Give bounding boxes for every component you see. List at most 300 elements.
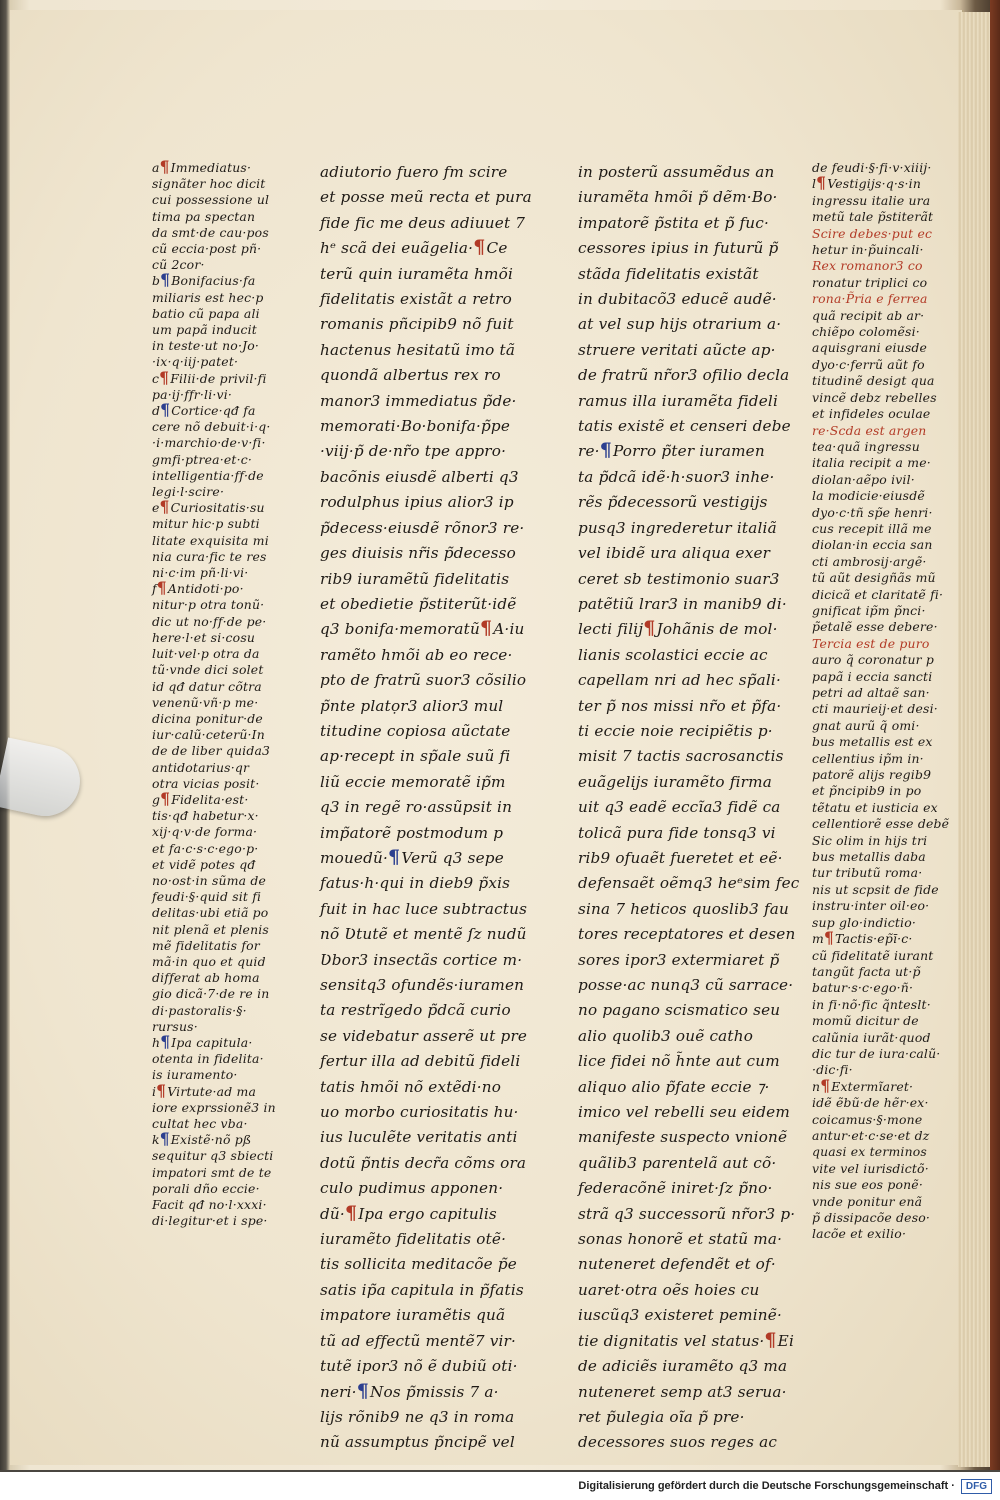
line-text: tatis hmõi nõ extẽdi·no [320, 1077, 502, 1096]
line-text: uit q3 eadẽ eccĩa3 fidẽ ca [578, 798, 781, 817]
text-line [578, 719, 778, 744]
line-text: ap·recept in sp̃ale suũ fi [320, 747, 511, 766]
line-text: et posse meũ recta et pura [320, 188, 532, 207]
line-text: mã·in quo et quid [152, 953, 266, 969]
line-text: gnificat ip̃m p̃nci· [812, 602, 926, 618]
line-text: cũ eccia·post pñ· [152, 241, 262, 257]
dfg-logo: DFG [961, 1479, 992, 1494]
line-text: Curiositatis·su [170, 500, 265, 516]
text-line [578, 541, 778, 566]
line-text: dũ· [320, 1204, 345, 1223]
line-text: nia cura·fic te res [152, 548, 267, 564]
text-line [578, 1125, 788, 1150]
text-line [320, 1100, 520, 1125]
line-text: adiutorio fuero fm scire [320, 163, 508, 181]
text-line [812, 685, 942, 701]
text-line [152, 533, 290, 549]
text-line [578, 1328, 795, 1354]
line-text: et vidẽ potes qđ [152, 856, 256, 872]
text-line [152, 1003, 290, 1019]
text-line [320, 1278, 524, 1303]
line-text: tima pa spectan [152, 208, 256, 224]
line-text: Sic olim in hijs tri [812, 832, 928, 848]
line-text: tẽtatu et iusticia ex [812, 799, 938, 815]
line-text: tũ·vnde dici solet [152, 662, 264, 678]
line-text: quãlib3 parentelã aut cõ· [578, 1153, 777, 1172]
text-line [578, 236, 778, 261]
text-line [578, 465, 778, 490]
line-text: batur·s·c·ego·ñ· [812, 980, 914, 996]
text-line [152, 1129, 290, 1149]
text-line [578, 1380, 787, 1405]
text-line [812, 783, 942, 799]
line-text: tangũt facta ut·p̃ [812, 963, 921, 979]
text-line [320, 948, 523, 973]
text-line [578, 338, 778, 363]
line-text: et p̃ncipib9 in po [812, 783, 922, 799]
line-text: feudi·§·quid sit fi [152, 889, 262, 905]
text-line [578, 1151, 778, 1176]
gloss-column-left [152, 157, 290, 1229]
line-text: p̃etalẽ esse debere· [812, 619, 938, 635]
text-line [320, 1024, 528, 1049]
line-text: mẽ fidelitatis for [152, 937, 260, 953]
text-line [812, 455, 942, 471]
text-line [152, 1181, 290, 1197]
text-line [152, 1019, 290, 1035]
line-text: cui possessione ul [152, 192, 270, 208]
text-line [812, 373, 942, 389]
line-text: cellentius ip̃m in· [812, 750, 924, 766]
line-text: romanis pñcipib9 nõ fuit [320, 315, 514, 334]
text-line [320, 821, 520, 846]
paragraph-mark-icon: ¶ [160, 400, 171, 420]
text-line [812, 1030, 942, 1046]
gloss-letter: e [152, 500, 160, 516]
text-line [152, 257, 290, 273]
text-line [152, 270, 290, 290]
line-text: vel ibidẽ ura aliqua exer [578, 544, 771, 563]
text-line [152, 306, 290, 322]
line-text: ges diuisis nr̃is p̃decesso [320, 544, 517, 563]
line-text: uaret·otra oẽs hoies cu [578, 1280, 760, 1299]
line-text: culo pudimus apponen· [320, 1179, 504, 1198]
text-line [320, 1227, 520, 1252]
line-text: neri· [320, 1382, 357, 1401]
line-text: cessores ipius in futurũ p̃ [578, 239, 779, 258]
line-text: nitur·p otra tonũ· [152, 597, 265, 613]
text-line [578, 1405, 778, 1430]
text-line [578, 1049, 778, 1074]
text-line [812, 980, 942, 996]
text-line [812, 537, 942, 553]
line-text: xij·q·v·de forma· [152, 824, 258, 840]
line-text: rursus· [152, 1018, 198, 1034]
line-text: lacõe et exilio· [812, 1226, 907, 1242]
text-line [578, 592, 787, 617]
line-text: p̃nte platọr3 alior3 mul [320, 696, 504, 715]
line-text: titudinẽ desigt qua [812, 373, 935, 389]
line-text: manifeste suspecto vnionẽ [578, 1128, 788, 1147]
text-line [812, 948, 942, 964]
text-line [812, 439, 942, 455]
text-line [578, 312, 782, 337]
text-line [812, 324, 942, 340]
line-text: di·pastoralis·§· [152, 1002, 247, 1018]
line-text: tie dignitatis vel status· [578, 1331, 765, 1350]
text-line [578, 185, 778, 210]
text-line [152, 290, 290, 306]
line-text: Extermĩaret· [831, 1078, 914, 1094]
text-line [578, 770, 778, 795]
line-text: gmfi·ptrea·et·c· [152, 451, 252, 467]
text-line [152, 1213, 290, 1229]
page-edges [958, 12, 994, 1467]
text-line [812, 882, 942, 898]
text-line [152, 367, 290, 387]
line-text: tis sollicita meditacõe p̃e [320, 1255, 517, 1274]
text-line [152, 841, 290, 857]
gloss-letter: k [152, 1132, 160, 1148]
text-line [812, 849, 942, 865]
paragraph-mark-icon: ¶ [344, 1201, 358, 1224]
line-text: sup glo·indictio· [812, 914, 917, 930]
line-text: de fratrũ nr̃or3 ofilio decla [578, 366, 790, 385]
text-line [578, 1227, 783, 1252]
rubric-text: Ce [486, 239, 508, 258]
line-text: impatore iuramẽtis quã [320, 1306, 506, 1325]
line-text: iuramẽto fidelitatis otẽ· [320, 1230, 507, 1249]
line-text: vincẽ debz rebelles [812, 389, 937, 405]
text-line [578, 897, 790, 922]
text-line [812, 767, 942, 783]
line-text: signãter hoc dicit [152, 176, 266, 192]
line-text: patorẽ alijs regib9 [812, 767, 932, 783]
text-line [152, 857, 290, 873]
gloss-letter: n [812, 1078, 821, 1094]
line-text: sequitur q3 sbiecti [152, 1148, 274, 1164]
line-text: nit plenã et plenis [152, 921, 269, 937]
line-text: et fa·c·s·c·ego·p· [152, 840, 259, 856]
line-text: Vestigijs·q·s·in [827, 176, 922, 192]
line-text: bus metallis daba [812, 849, 926, 865]
footer-text: Digitalisierung gefördert durch die Deutsche Forschungsgemeinschaft · [578, 1480, 955, 1492]
line-text: lice fidei nõ h̃nte aut cum [578, 1052, 780, 1071]
text-line [812, 472, 942, 488]
text-line [812, 1128, 942, 1144]
line-text: dicicã et claritatẽ fi· [812, 586, 944, 602]
text-line [320, 211, 526, 236]
line-text: re·Scda est argen [812, 422, 927, 438]
text-line [320, 185, 532, 210]
line-text: Existẽ·nõ pß [170, 1132, 252, 1148]
text-line [578, 567, 778, 592]
line-text: fidelitatis existãt a retro [320, 290, 512, 309]
gloss-column-right [812, 160, 950, 1243]
text-line [320, 1380, 520, 1405]
text-line [812, 357, 942, 373]
line-text: Rex romanor3 co [812, 258, 923, 274]
line-text: um papã inducit [152, 322, 257, 338]
text-line [812, 554, 942, 570]
text-line [812, 406, 942, 422]
line-text: tolicã pura fide tonsq3 vi [578, 823, 776, 842]
line-text: differat ab homa [152, 970, 260, 986]
text-line [578, 871, 800, 896]
line-text: litate exquisita mi [152, 532, 269, 548]
text-line [320, 1075, 520, 1100]
line-text: dyo·c·ferrũ aũt fo [812, 356, 925, 372]
line-text: de feudi·§·fi·v·xiiij· [812, 160, 932, 175]
text-line [578, 694, 782, 719]
text-line [320, 1303, 520, 1328]
line-text: is iuramento· [152, 1067, 238, 1083]
paragraph-mark-icon: ¶ [160, 1031, 171, 1051]
main-text-column-left [320, 160, 532, 1456]
text-line [320, 516, 525, 541]
gloss-letter: h [152, 1034, 161, 1050]
line-text: ius luculẽte veritatis anti [320, 1128, 518, 1147]
text-line [320, 1252, 520, 1277]
text-line [320, 389, 520, 414]
line-text: antur·et·c·se·et dz [812, 1127, 930, 1143]
line-text: porali dño eccie· [152, 1180, 260, 1196]
text-line [320, 465, 520, 490]
line-text: Virtute·ad ma [167, 1083, 257, 1099]
line-text: otra vicias posit· [152, 775, 260, 791]
line-text: cultat hec vba· [152, 1115, 248, 1131]
text-line [320, 795, 520, 820]
text-line [320, 262, 520, 287]
text-line [320, 592, 520, 617]
gloss-letter: a [152, 160, 160, 175]
text-line [578, 973, 794, 998]
text-line [320, 668, 527, 693]
text-line [152, 565, 290, 581]
text-line [152, 760, 290, 776]
text-line [152, 387, 290, 403]
footer-bar [0, 1472, 1000, 1500]
line-text: stãda fidelitatis existãt [578, 264, 759, 283]
line-text: gio dicã·7·de re in [152, 986, 270, 1002]
line-text: de de liber quida3 [152, 743, 271, 759]
text-line [812, 718, 942, 734]
text-line [812, 928, 942, 948]
text-line [152, 435, 290, 451]
line-text: cellentiorẽ esse debẽ [812, 816, 950, 832]
paragraph-mark-icon: ¶ [156, 1080, 167, 1100]
text-line [152, 1080, 290, 1100]
text-line [578, 1176, 778, 1201]
text-line [578, 1202, 796, 1227]
text-line [578, 744, 784, 769]
line-text: dicina ponitur·de [152, 710, 263, 726]
line-text: ingressu italie ura [812, 192, 931, 208]
text-line [578, 1278, 778, 1303]
text-line [812, 1177, 942, 1193]
line-text: tores receptatores et desen [578, 925, 796, 944]
line-text: memorati·Bo·bonifa·p̃pe [320, 417, 511, 436]
line-text: lijs rõnib9 ne q3 in roma [320, 1407, 515, 1426]
paragraph-mark-icon: ¶ [643, 617, 656, 640]
text-line [578, 846, 783, 871]
text-line [320, 897, 528, 922]
text-line [152, 419, 290, 435]
line-text: diolan·aẽpo ivil· [812, 471, 915, 487]
line-text: petri ad altaẽ san· [812, 685, 930, 700]
line-text: rẽs p̃decessorũ vestigijs [578, 493, 768, 512]
text-line [320, 617, 525, 642]
line-text: Ipa capitula· [171, 1034, 253, 1050]
line-text: alio quolib3 ouẽ catho [578, 1026, 754, 1045]
text-line [812, 1046, 942, 1062]
text-line [152, 225, 290, 241]
text-line [152, 157, 290, 176]
text-line [812, 603, 942, 619]
text-line [152, 209, 290, 225]
line-text: papã i eccia sancti [812, 668, 933, 684]
text-line [152, 922, 290, 938]
text-line [578, 1252, 778, 1277]
text-line [152, 1116, 290, 1132]
text-line [320, 1049, 520, 1074]
line-text: rodulphus ipius alior3 ip [320, 493, 514, 512]
line-text: in teste·ut no·Jo· [152, 338, 260, 354]
text-line [812, 423, 942, 439]
line-text: titudine copiosa aũctate [320, 721, 511, 740]
line-text: rona·P̃ria e ferrea [812, 291, 928, 307]
text-line [152, 1031, 290, 1051]
text-line [812, 701, 942, 717]
line-text: nuteneret defendẽt et of· [578, 1255, 776, 1274]
line-text: Scire debes·put ec [812, 225, 933, 241]
text-line [152, 614, 290, 630]
line-text: ta restrĩgedo p̃dcã curio [320, 1001, 511, 1020]
paragraph-mark-icon: ¶ [159, 367, 170, 387]
text-line [152, 338, 290, 354]
text-line [812, 173, 942, 193]
text-line [152, 176, 290, 192]
text-line [320, 338, 520, 363]
line-text: Facit qđ no·l·xxxi· [152, 1197, 267, 1212]
line-text: luit·vel·p otra da [152, 646, 260, 662]
line-text: fatus·h·qui in dieb9 p̃xis [320, 874, 511, 893]
text-line [320, 973, 525, 998]
line-text: cus recepit illã me [812, 520, 932, 536]
line-text: legi·l·scire· [152, 484, 225, 500]
text-line [152, 452, 290, 468]
text-line [812, 275, 942, 291]
text-line [152, 322, 290, 338]
line-text: auro q̃ coronatur p [812, 652, 935, 668]
text-line [320, 1176, 520, 1201]
line-text: dic tur de iura·calũ· [812, 1045, 941, 1061]
line-text: ramẽto hmõi ab eo rece· [320, 645, 513, 664]
text-line [320, 490, 520, 515]
line-text: ta p̃dcã idẽ·h·suor3 inhe· [578, 467, 775, 486]
text-line [320, 1202, 520, 1227]
text-line [812, 308, 942, 324]
line-text: tis·qđ habetur·x· [152, 808, 259, 824]
text-line [812, 1144, 942, 1160]
line-text: otenta in fidelita· [152, 1051, 264, 1067]
text-line [578, 262, 778, 287]
line-text: fuit in hac luce subtractus [320, 899, 528, 918]
paragraph-mark-icon: ¶ [388, 845, 401, 868]
line-text: p̃decess·eiusdẽ rõnor3 re· [320, 518, 525, 537]
line-text: here·l·et si·cosu [152, 629, 256, 645]
text-line [320, 363, 520, 388]
line-text: bacõnis eiusdẽ alberti q3 [320, 467, 519, 486]
text-line [320, 998, 520, 1023]
line-text: ti eccie noie recipiẽtis p· [578, 721, 773, 740]
line-text: pa·ij·ffr·li·vi· [152, 386, 233, 402]
line-text: iore exprssionẽ3 in [152, 1099, 276, 1115]
text-line [578, 490, 778, 515]
line-text: italia recipit a me· [812, 455, 931, 471]
text-line [152, 1197, 290, 1213]
line-text: cti ambrosij·argẽ· [812, 553, 927, 569]
line-text: Antidoti·po· [167, 581, 244, 597]
text-line [152, 970, 290, 986]
line-text: aquisgrani eiusde [812, 340, 928, 356]
text-line [152, 986, 290, 1002]
text-line [812, 964, 942, 980]
line-text: Immediatus· [170, 160, 252, 175]
line-text: la modicie·eiusdẽ [812, 488, 925, 504]
line-text: nõ Ʋtutẽ et mentẽ ſz nudũ [320, 925, 527, 944]
line-text: iuscũq3 existeret peminẽ· [578, 1306, 782, 1325]
text-line [152, 1100, 290, 1116]
line-text: cere nõ debuit·i·q· [152, 419, 271, 435]
text-line [152, 1148, 290, 1164]
text-line [152, 549, 290, 565]
gloss-letter: l [812, 176, 817, 192]
text-line [152, 578, 290, 598]
text-line [812, 800, 942, 816]
line-text: pto de fratrũ suor3 cõsilio [320, 671, 527, 690]
text-line [152, 905, 290, 921]
rubric-text: Porro p̃ter iuramen [612, 442, 765, 461]
text-line [578, 1354, 788, 1379]
line-text: aliquo alio p̃fate eccie ⁊· [578, 1077, 770, 1096]
paragraph-mark-icon: ¶ [159, 157, 170, 176]
text-line [578, 998, 781, 1023]
text-line [320, 567, 520, 592]
line-text: terũ quin iuramẽta hmõi [320, 264, 514, 283]
main-text-column-right [578, 160, 800, 1456]
text-line [152, 630, 290, 646]
line-text: fide fic me deus adiuuet 7 [320, 213, 526, 232]
paragraph-mark-icon: ¶ [820, 1075, 831, 1095]
line-text: at vel sup hijs otrarium a· [578, 315, 782, 334]
text-line [152, 484, 290, 500]
line-text: et infideles oculae [812, 406, 931, 422]
line-text: idẽ ẽbũ·de hẽr·ex· [812, 1095, 929, 1111]
text-line [152, 808, 290, 824]
text-line [578, 668, 782, 693]
line-text: rib9 ofuaẽt fueretet et eẽ· [578, 848, 783, 867]
line-text: euãgelijs iuramẽto firma [578, 772, 772, 791]
text-line [152, 938, 290, 954]
line-text: ni·c·im pñ·li·vi· [152, 565, 249, 581]
text-line [152, 241, 290, 257]
line-text: iuramẽta hmõi p̃ dẽm·Bo· [578, 188, 778, 207]
text-line [812, 226, 942, 242]
line-text: defensaẽt oẽmq3 heᵉsim fec [578, 874, 800, 893]
line-text: vnde ponitur enã [812, 1193, 923, 1209]
gloss-letter: d [152, 403, 161, 419]
